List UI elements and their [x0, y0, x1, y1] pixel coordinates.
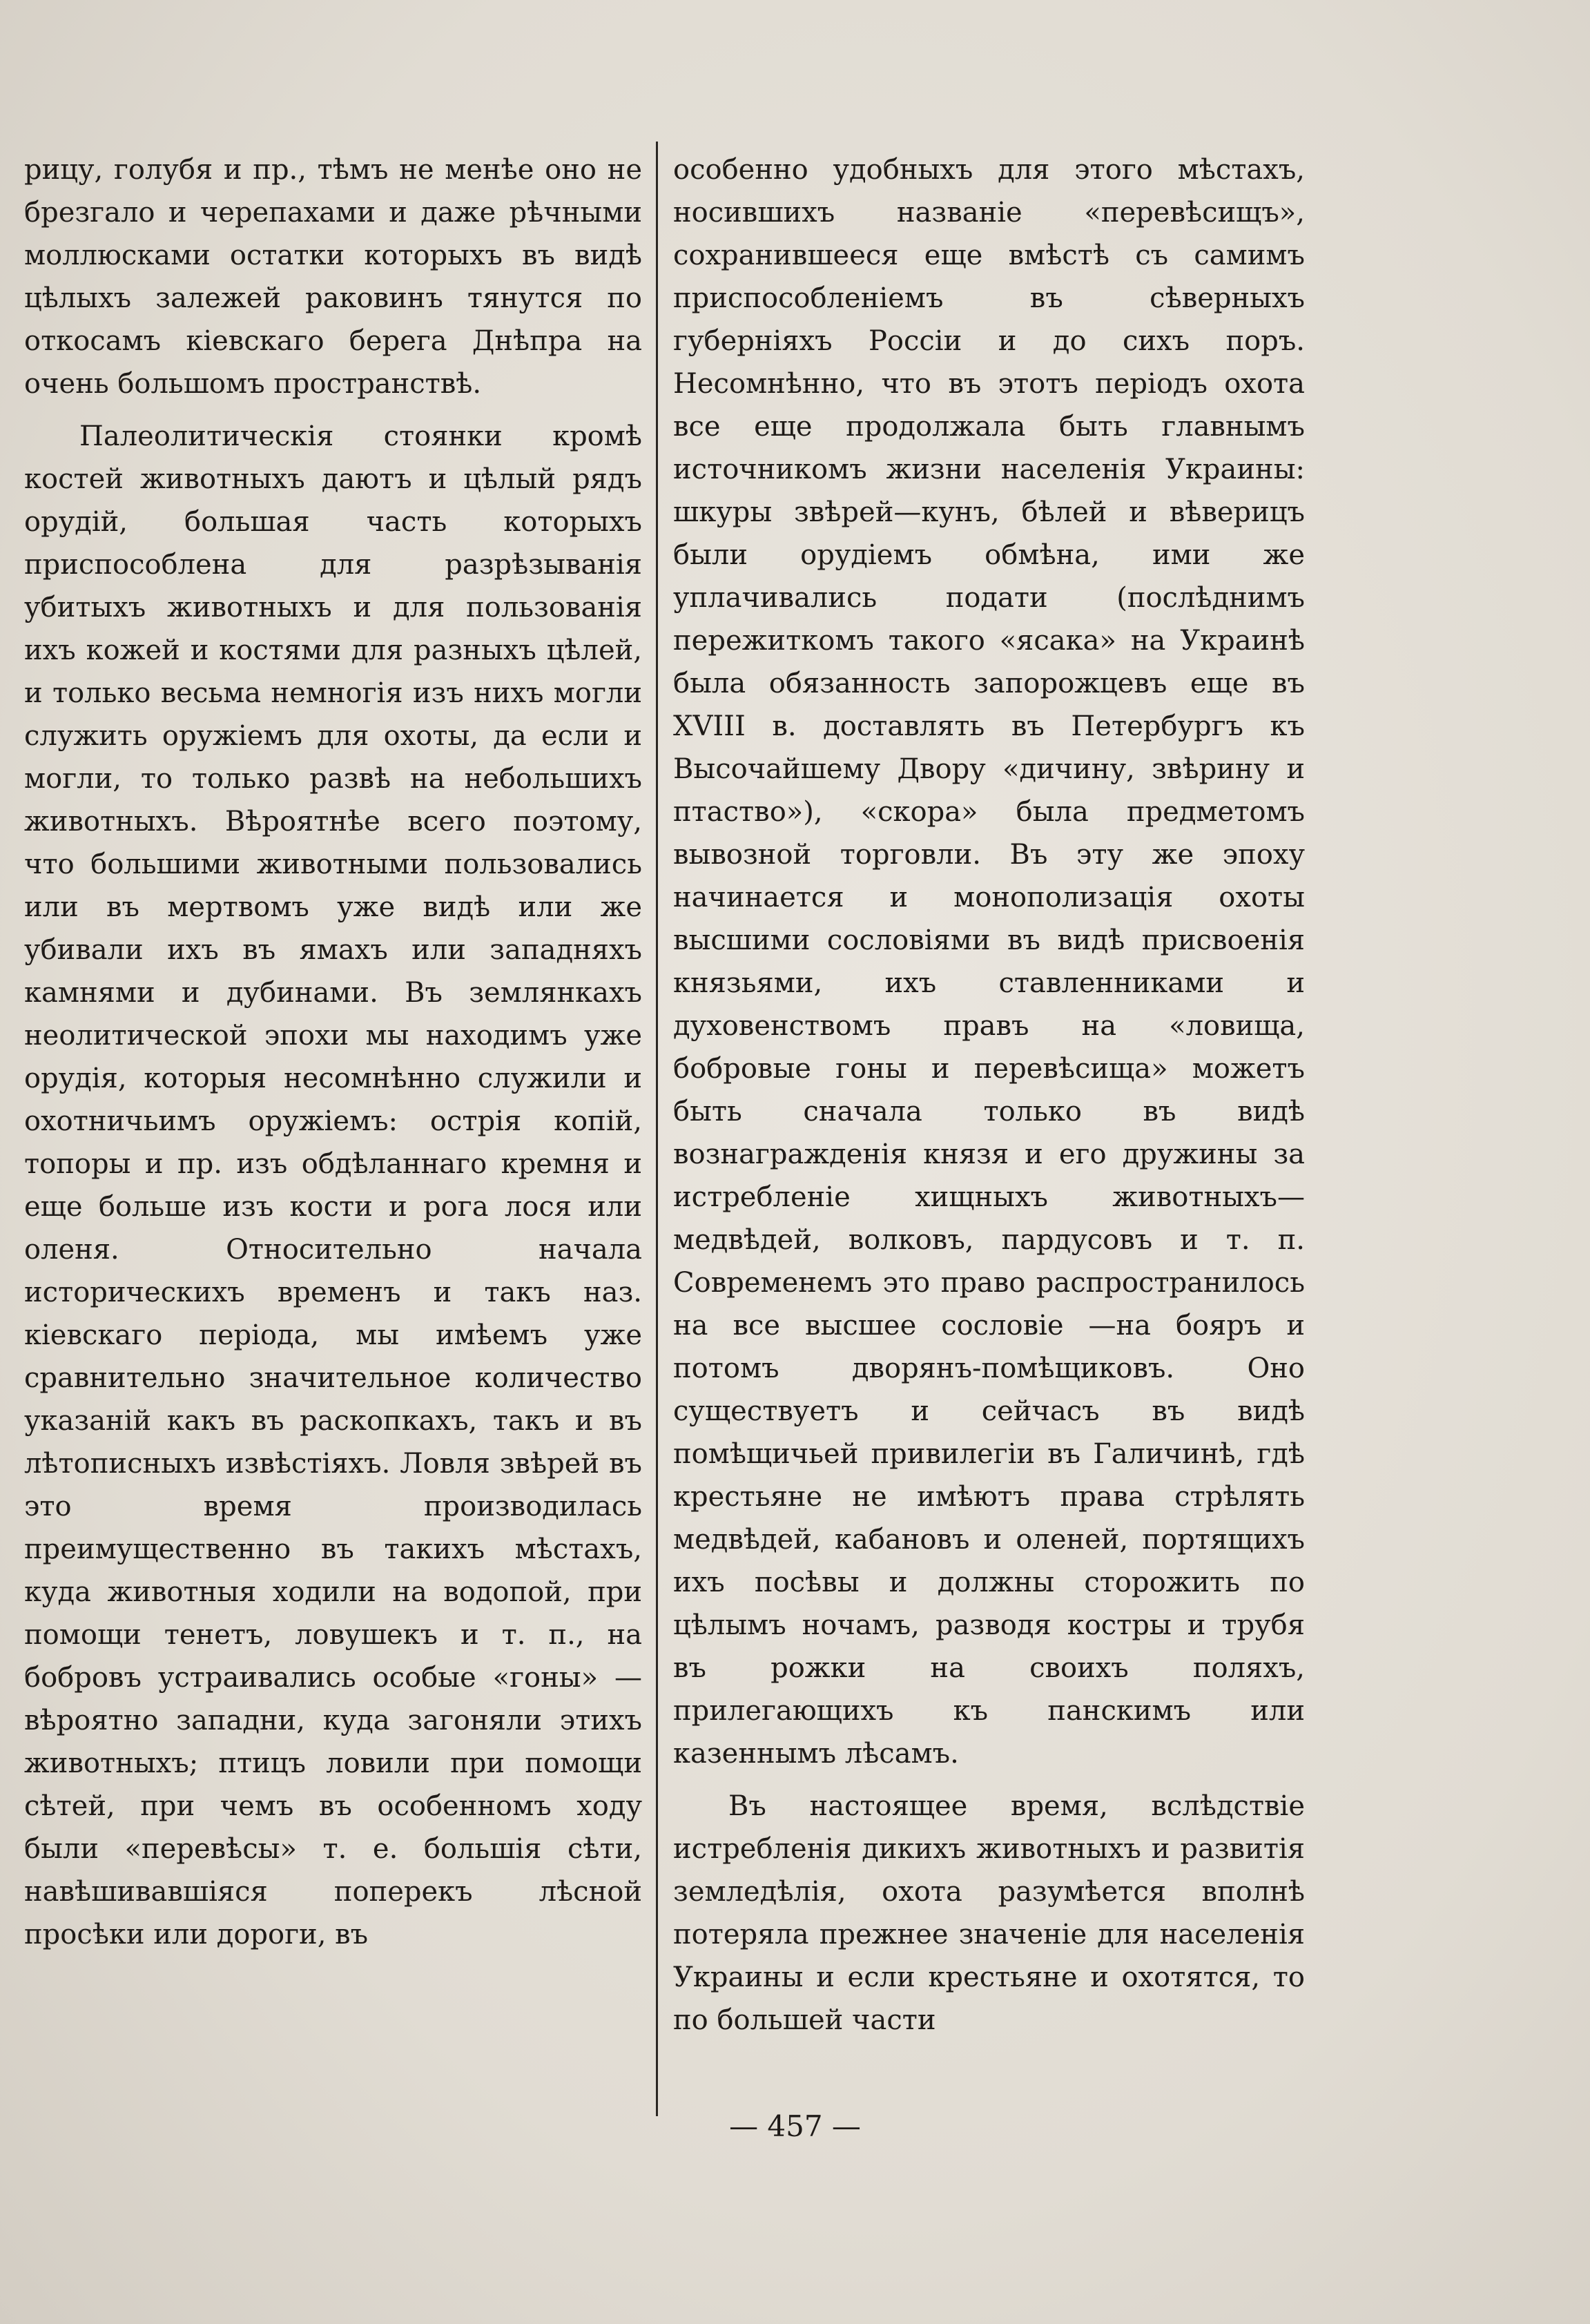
left-paragraph-2: Палеолитическія стоянки кромѣ костей животныхъ даютъ и цѣлый рядъ орудій, большая часть которыхъ приспособлена для разрѣзыванія убитыхъ животныхъ и для пользованія ихъ кожей и костями для разныхъ цѣлей, и только весьма немногія изъ нихъ могли служить оружіемъ для охоты, да если и могли, то только развѣ на небольшихъ животныхъ. Вѣроятнѣе всего поэтому, что большими животными пользовались или въ мертвомъ уже видѣ или же убивали ихъ въ ямахъ или западняхъ камнями и дубинами. Въ землянкахъ неолитической эпохи мы находимъ уже орудія, которыя несомнѣнно служили и охотничьимъ оружіемъ: острія копій, топоры и пр. изъ обдѣланнаго кремня и еще больше изъ кости и рога лося или оленя. Относительно начала историческихъ временъ и такъ наз. кіевскаго періода, мы имѣемъ уже сравнительно значительное количество указаній какъ въ раскопкахъ, такъ и въ лѣтописныхъ извѣстіяхъ. Ловля звѣрей въ это время производилась преимущественно въ такихъ мѣстахъ, куда животныя ходили на водопой, при помощи тенетъ, ловушекъ и т. п., на бобровъ устраивались особые «гоны» — вѣроятно западни, куда загоняли этихъ животныхъ; птицъ ловили при помощи сѣтей, при чемъ въ особенномъ ходу были «перевѣсы» т. е. большія сѣти, навѣшивавшіяся поперекъ лѣсной просѣки или дороги, въ: [24, 420, 642, 1950]
right-paragraph-1: особенно удобныхъ для этого мѣстахъ, носившихъ названіе «перевѣсищъ», сохранившееся еще вмѣстѣ съ самимъ приспособленіемъ въ сѣверныхъ губерніяхъ Россіи и до сихъ поръ. Несомнѣнно, что въ этотъ періодъ охота все еще продолжала быть главнымъ источникомъ жизни населенія Украины: шкуры звѣрей—кунъ, бѣлей и вѣверицъ были орудіемъ обмѣна, ими же уплачивались подати (послѣднимъ пережиткомъ такого «ясака» на Украинѣ была обязанность запорожцевъ еще въ XVIII в. доставлять въ Петербургъ къ Высочайшему Двору «дичину, звѣрину и птаство»), «скора» была предметомъ вывозной торговли. Въ эту же эпоху начинается и монополизація охоты высшими сословіями въ видѣ присвоенія князьями, ихъ ставленниками и духовенствомъ правъ на «ловища, бобровые гоны и перевѣсища» можетъ быть сначала только въ видѣ вознагражденія князя и его дружины за истребленіе хищныхъ животныхъ— медвѣдей, волковъ, пардусовъ и т. п. Современемъ это право распространилось на все высшее сословіе —на бояръ и потомъ дворянъ-помѣщиковъ. Оно существуетъ и сейчасъ въ видѣ помѣщичьей привилегіи въ Галичинѣ, гдѣ крестьяне не имѣютъ права стрѣлять медвѣдей, кабановъ и оленей, портящихъ ихъ посѣвы и должны сторожить по цѣлымъ ночамъ, разводя костры и трубя въ рожки на своихъ поляхъ, прилегающихъ къ панскимъ или казеннымъ лѣсамъ.: [673, 154, 1305, 1770]
left-column: [24, 148, 642, 1956]
left-paragraph-1: рицу, голубя и пр., тѣмъ не менѣе оно не брезгало и черепахами и даже рѣчными моллюсками остатки которыхъ въ видѣ цѣлыхъ залежей раковинъ тянутся по откосамъ кіевскаго берега Днѣпра на очень большомъ пространствѣ.: [24, 154, 642, 400]
right-paragraph-2: Въ настоящее время, вслѣдствіе истребленія дикихъ животныхъ и развитія земледѣлія, охота разумѣется вполнѣ потеряла прежнее значеніе для населенія Украины и если крестьяне и охотятся, то по большей части: [673, 1790, 1305, 2036]
column-divider: [656, 142, 658, 2116]
page-footer: [0, 2106, 1590, 2147]
page-number: — 457 —: [729, 2109, 861, 2143]
right-column: [673, 148, 1305, 2042]
